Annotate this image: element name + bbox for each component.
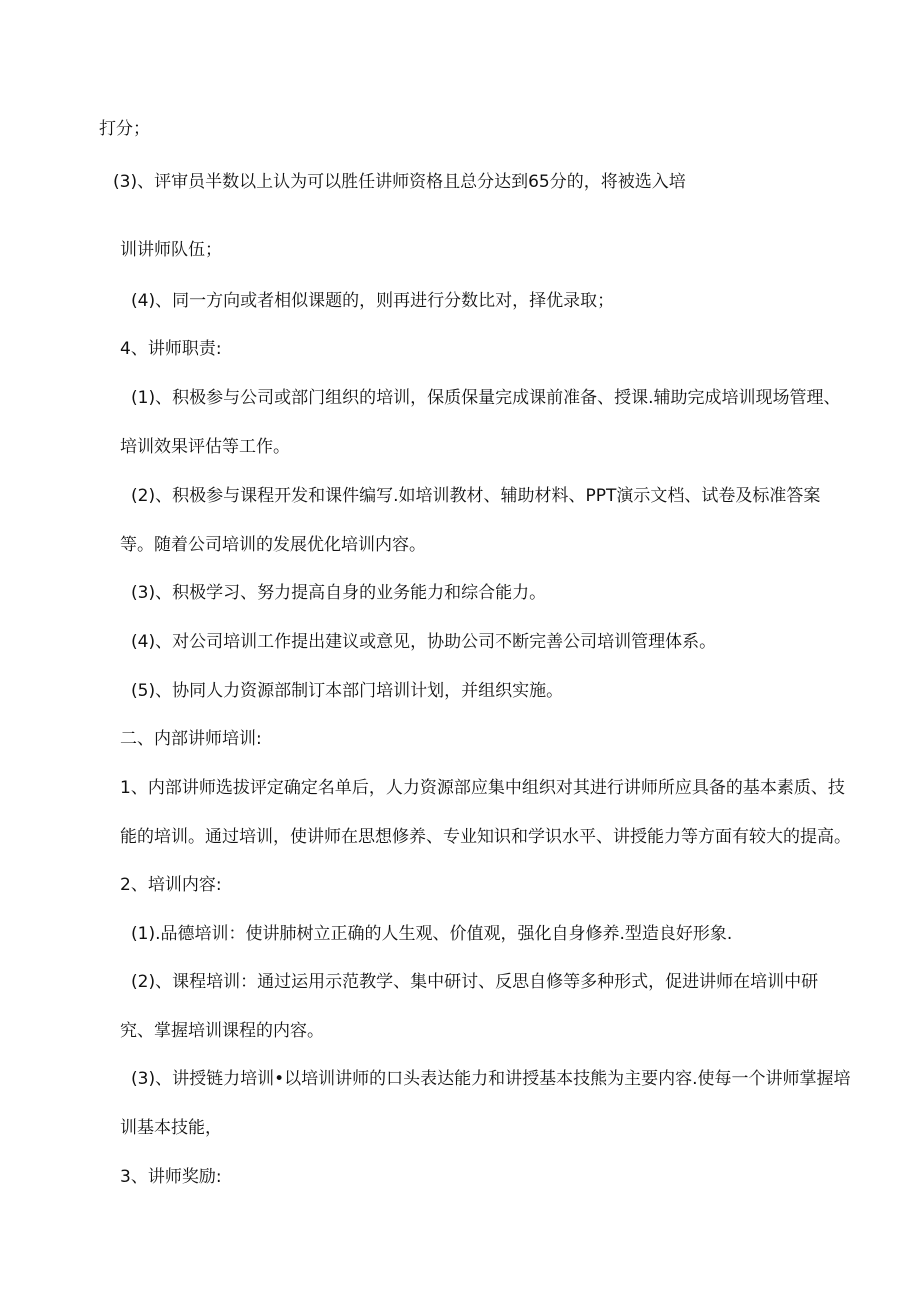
text-line-2: (3)、评审员半数以上认为可以胜任讲师资格且总分达到65分的，将被选入培 — [113, 172, 686, 192]
text-line-21: 训基本技能， — [120, 1118, 222, 1138]
text-line-22: 3、讲师奖励: — [120, 1167, 222, 1187]
text-line-17: (1).品德培训：使讲肺树立正确的人生观、价值观，强化自身修养.型造良好形象. — [131, 924, 733, 944]
text-line-1: 打分； — [99, 119, 150, 139]
text-line-16: 2、培训内容: — [120, 875, 222, 895]
text-line-12: (5)、协同人力资源部制订本部门培训计划，并组织实施。 — [131, 681, 564, 701]
text-line-9: 等。随着公司培训的发展优化培训内容。 — [120, 535, 426, 555]
text-line-10: (3)、积极学习、努力提高自身的业务能力和综合能力。 — [131, 583, 547, 603]
text-line-20: (3)、讲授链力培训•以培训讲师的口头表达能力和讲授基本技熊为主要内容.使每一个讲师掌握培 — [131, 1069, 851, 1089]
text-line-6: (1)、积极参与公司或部门组织的培训，保质保量完成课前准备、授课.辅助完成培训现场管理、 — [131, 388, 841, 408]
text-line-3: 训讲师队伍； — [120, 240, 222, 260]
text-line-19: 究、掌握培训课程的内容。 — [120, 1021, 324, 1041]
text-line-11: (4)、对公司培训工作提出建议或意见，协助公司不断完善公司培训管理体系。 — [131, 632, 717, 652]
text-line-14: 1、内部讲师选拔评定确定名单后，人力资源部应集中组织对其进行讲师所应具备的基本素质、技 — [120, 778, 845, 798]
text-line-15: 能的培训。通过培训，使讲师在思想修养、专业知识和学识水平、讲授能力等方面有较大的提高。 — [120, 827, 851, 847]
text-line-7: 培训效果评估等工作。 — [120, 437, 290, 457]
text-line-18: (2)、课程培训：通过运用示范教学、集中研讨、反思自修等多种形式，促进讲师在培训中研 — [131, 972, 819, 992]
text-line-5: 4、讲师职责: — [120, 339, 222, 359]
text-line-13: 二、内部讲师培训: — [120, 729, 262, 749]
text-line-8: (2)、积极参与课程开发和课件编写.如培训教材、辅助材料、PPT演示文档、试卷及标准答案 — [131, 486, 821, 506]
text-line-4: (4)、同一方向或者相似课题的，则再进行分数比对，择优录取； — [131, 291, 615, 311]
